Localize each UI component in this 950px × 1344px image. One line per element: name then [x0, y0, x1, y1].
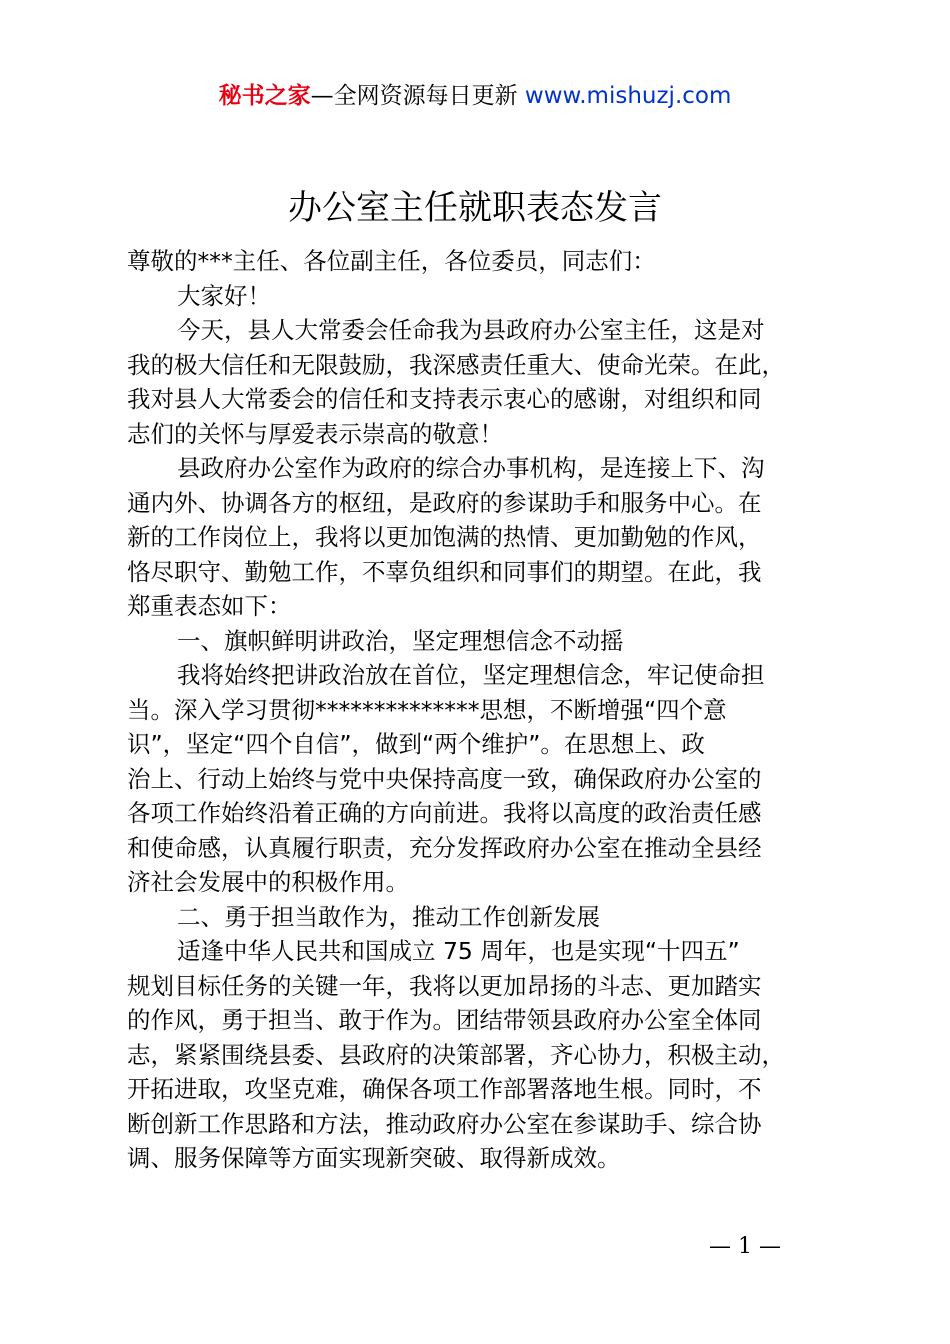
- text-line: 今天，县人大常委会任命我为县政府办公室主任，这是对: [177, 316, 765, 344]
- text-line: 断创新工作思路和方法，推动政府办公室在参谋助手、综合协: [127, 1109, 762, 1138]
- text-line: 适逢中华人民共和国成立 75 周年，也是实现“十四五”: [177, 937, 740, 965]
- site-brand: 秘书之家: [218, 83, 311, 109]
- text-line: 志们的关怀与厚爱表示崇高的敬意！: [127, 419, 503, 448]
- text-line: 通内外、协调各方的枢纽，是政府的参谋助手和服务中心。在: [127, 488, 762, 517]
- text-line: 二、勇于担当敢作为，推动工作创新发展: [177, 902, 600, 931]
- document-body: [127, 244, 853, 1176]
- text-line: 恪尽职守、勤勉工作，不辜负组织和同事们的期望。在此，我: [127, 557, 762, 586]
- text-line: 识”，坚定“四个自信”，做到“两个维护”。在思想上、政: [127, 730, 705, 758]
- text-line: 当。深入学习贯彻**************思想，不断增强“四个意: [127, 695, 727, 724]
- site-url-link[interactable]: www.mishuzj.com: [524, 83, 732, 109]
- text-line: 尊敬的***主任、各位副主任，各位委员，同志们：: [127, 247, 656, 275]
- text-line: 新的工作岗位上，我将以更加饱满的热情、更加勤勉的作风，: [127, 523, 762, 551]
- text-line: 规划目标任务的关键一年，我将以更加昂扬的斗志、更加踏实: [127, 971, 762, 1000]
- site-slogan: —全网资源每日更新: [310, 83, 525, 109]
- text-line: 我将始终把讲政治放在首位，坚定理想信念，牢记使命担: [177, 661, 765, 689]
- text-line: 的作风，勇于担当、敢于作为。团结带领县政府办公室全体同: [127, 1006, 762, 1034]
- text-line: 一、旗帜鲜明讲政治，坚定理想信念不动摇: [177, 626, 624, 655]
- text-line: 志，紧紧围绕县委、县政府的决策部署，齐心协力，积极主动，: [127, 1040, 785, 1069]
- text-line: 县政府办公室作为政府的综合办事机构，是连接上下、沟: [177, 454, 765, 482]
- text-line: 我对县人大常委会的信任和支持表示衷心的感谢，对组织和同: [127, 385, 762, 413]
- text-line: 治上、行动上始终与党中央保持高度一致，确保政府办公室的: [127, 764, 762, 793]
- text-line: 大家好！: [177, 281, 271, 310]
- text-line: 和使命感，认真履行职责，充分发挥政府办公室在推动全县经: [127, 833, 762, 862]
- site-banner: [0, 80, 950, 112]
- text-line: 郑重表态如下：: [127, 592, 292, 620]
- text-line: 调、服务保障等方面实现新突破、取得新成效。: [127, 1144, 621, 1172]
- text-line: 开拓进取，攻坚克难，确保各项工作部署落地生根。同时，不: [127, 1075, 762, 1103]
- text-line: 济社会发展中的积极作用。: [127, 868, 409, 896]
- document-title: 办公室主任就职表态发言: [288, 188, 662, 228]
- page-number: — 1 —: [709, 1234, 781, 1259]
- text-line: 我的极大信任和无限鼓励，我深感责任重大、使命光荣。在此，: [127, 350, 785, 379]
- text-line: 各项工作始终沿着正确的方向前进。我将以高度的政治责任感: [127, 799, 762, 827]
